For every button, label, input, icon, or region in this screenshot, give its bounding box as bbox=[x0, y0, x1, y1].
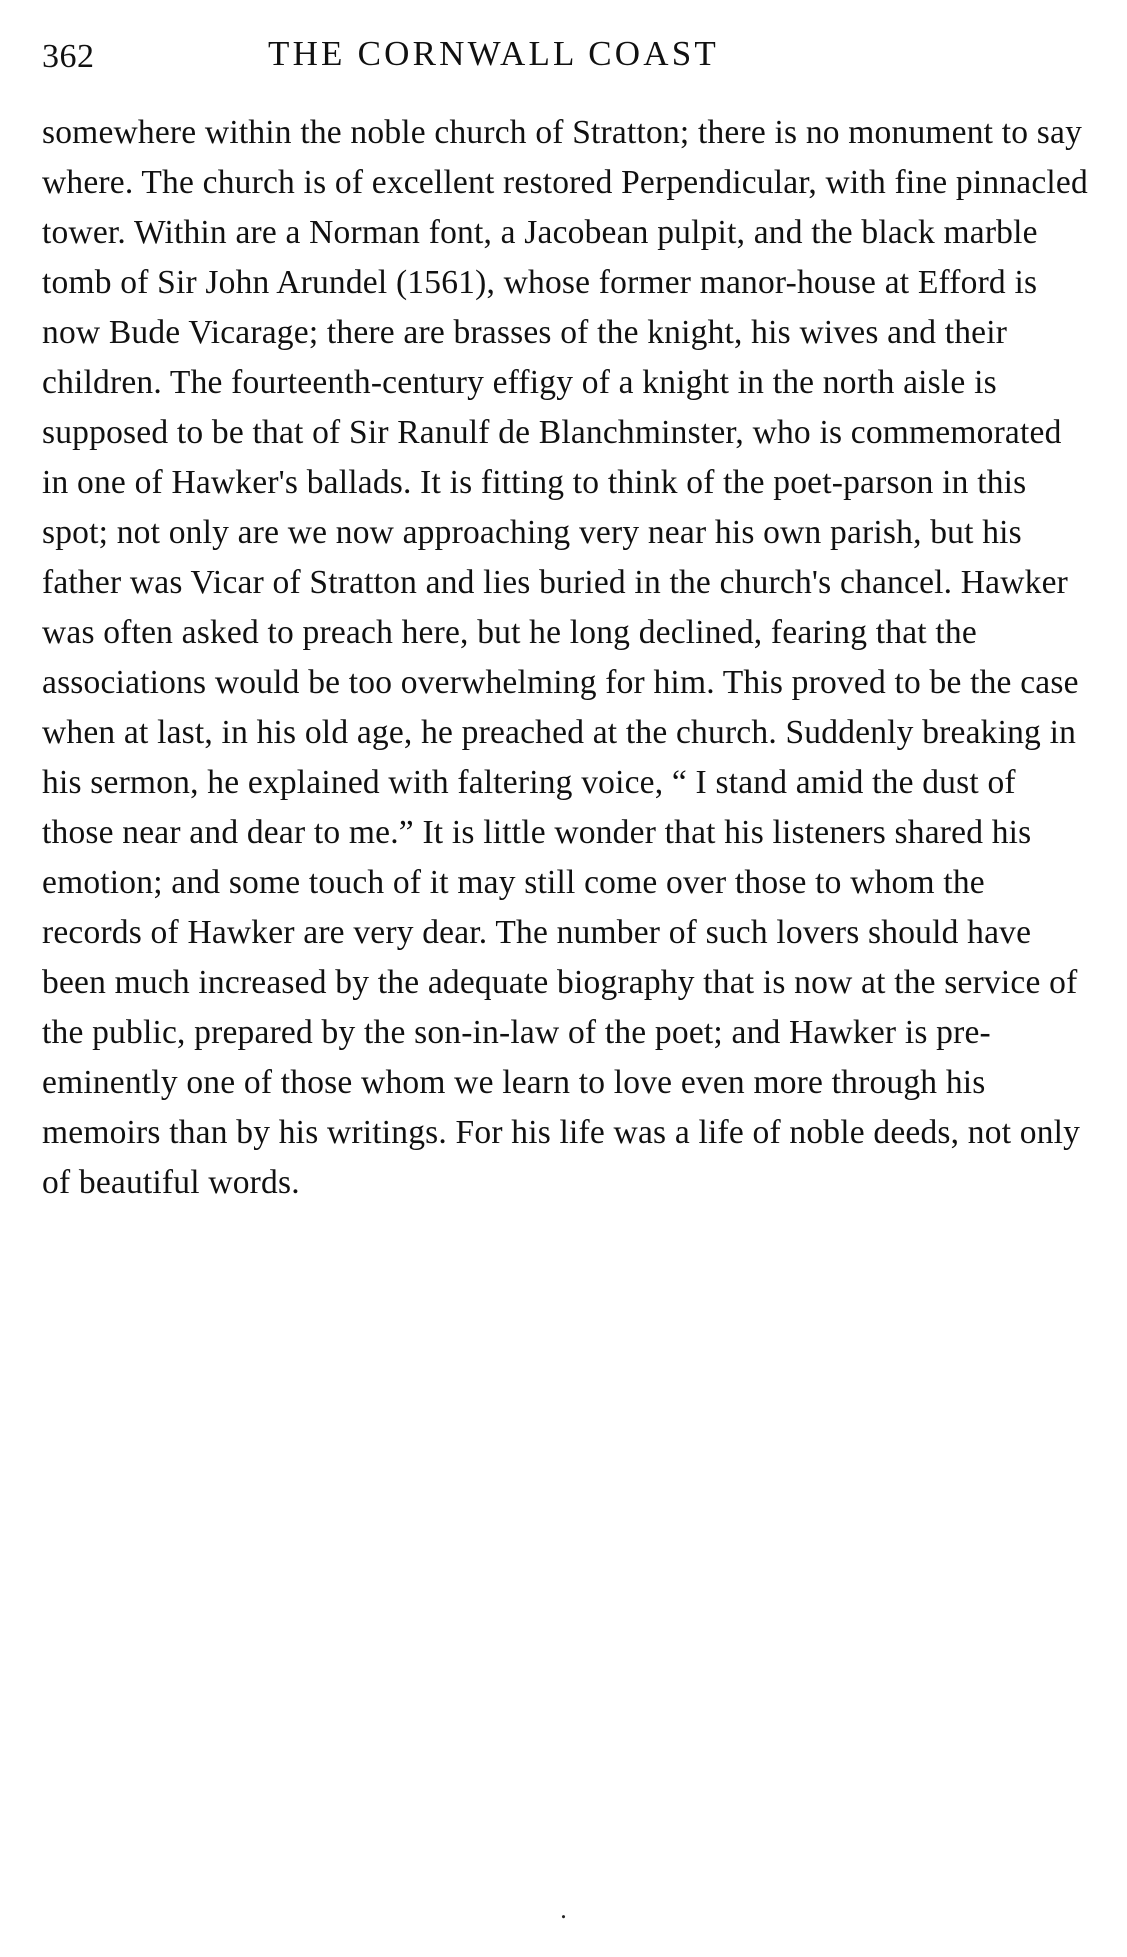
paragraph: somewhere within the noble church of Stratton; there is no monument to say where. The church is of excellent restored Perpendicular, with fine pinnacled tower. Within are a Norman font, a Jacobean pulpit, and the black marble tomb of Sir John Arundel (1561), whose former manor-house at Efford is now Bude Vicarage; there are brasses of the knight, his wives and their children. The fourteenth-century effigy of a knight in the north aisle is supposed to be that of Sir Ranulf de Blanchminster, who is commemorated in one of Hawker's ballads. It is fitting to think of the poet-parson in this spot; not only are we now approaching very near his own parish, but his father was Vicar of Stratton and lies buried in the church's chancel. Hawker was often asked to preach here, but he long declined, fearing that the associations would be too overwhelming for him. This proved to be the case when at last, in his old age, he preached at the church. Suddenly breaking in his sermon, he explained with faltering voice, “ I stand amid the dust of those near and dear to me.” It is little wonder that his listeners shared his emotion; and some touch of it may still come over those to whom the records of Hawker are very dear. The number of such lovers should have been much increased by the adequate biography that is now at the service of the public, prepared by the son-in-law of the poet; and Hawker is pre-eminently one of those whom we learn to love even more through his memoirs than by his writings. For his life was a life of noble deeds, not only of beautiful words. bbox=[42, 114, 1088, 1201]
page-number: 362 bbox=[42, 38, 95, 75]
running-title: THE CORNWALL COAST bbox=[267, 34, 719, 73]
footer-mark: . bbox=[560, 1895, 567, 1924]
page-header bbox=[0, 20, 1127, 80]
body-text bbox=[42, 108, 1090, 1208]
